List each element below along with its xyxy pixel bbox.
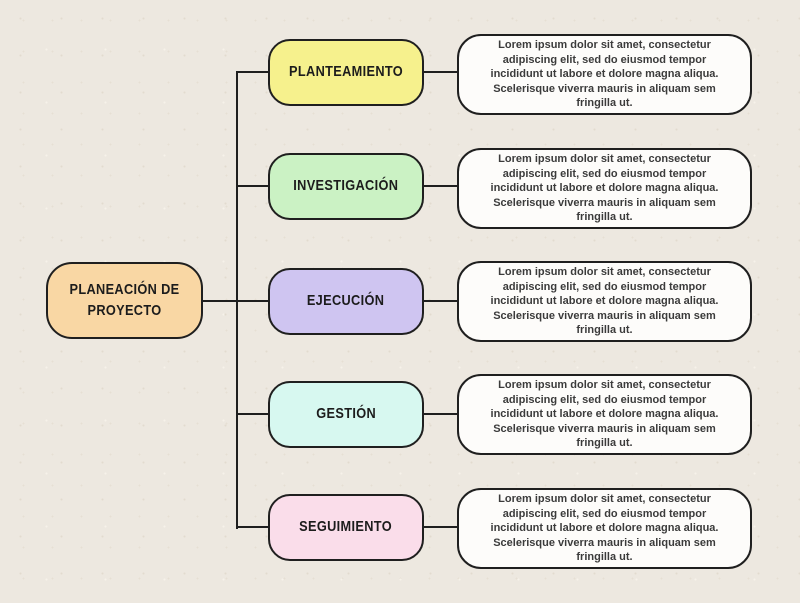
branch-node-ejecucion [268, 268, 424, 335]
description-box [457, 34, 752, 115]
connector-line [424, 526, 457, 528]
branch-node-label: GESTIÓN [316, 405, 376, 423]
connector-line [424, 185, 457, 187]
root-node-planeacion-de-proyecto [46, 262, 203, 339]
branch-node-label: SEGUIMIENTO [299, 518, 393, 536]
root-node-label: PLANEACIÓN DE PROYECTO [69, 281, 180, 319]
branch-node-gestion [268, 381, 424, 448]
description-box [457, 148, 752, 229]
connector-line [236, 185, 268, 187]
branch-node-investigacion [268, 153, 424, 220]
description-text: Lorem ipsum dolor sit amet, consectetur adipiscing elit, sed do eiusmod tempor incididunt ut labore et dolore magna aliqua. Scelerisque viverra mauris in aliquam sem fringilla ut. [490, 266, 719, 337]
branch-node-seguimiento [268, 494, 424, 561]
branch-node-label: INVESTIGACIÓN [293, 177, 399, 195]
connector-line [424, 300, 457, 302]
branch-node-label: EJECUCIÓN [307, 292, 385, 310]
connector-root-line [203, 300, 268, 302]
branch-node-planteamiento [268, 39, 424, 106]
description-box [457, 488, 752, 569]
connector-line [236, 413, 268, 415]
description-text: Lorem ipsum dolor sit amet, consectetur adipiscing elit, sed do eiusmod tempor incididunt ut labore et dolore magna aliqua. Scelerisque viverra mauris in aliquam sem fringilla ut. [490, 153, 719, 224]
connector-line [424, 413, 457, 415]
description-text: Lorem ipsum dolor sit amet, consectetur adipiscing elit, sed do eiusmod tempor incididunt ut labore et dolore magna aliqua. Scelerisque viverra mauris in aliquam sem fringilla ut. [490, 39, 719, 110]
description-box [457, 261, 752, 342]
connector-line [236, 71, 268, 73]
connector-line [424, 71, 457, 73]
connector-line [236, 526, 268, 528]
branch-node-label: PLANTEAMIENTO [289, 63, 403, 81]
description-text: Lorem ipsum dolor sit amet, consectetur adipiscing elit, sed do eiusmod tempor incididunt ut labore et dolore magna aliqua. Scelerisque viverra mauris in aliquam sem fringilla ut. [490, 379, 719, 450]
description-box [457, 374, 752, 455]
description-text: Lorem ipsum dolor sit amet, consectetur adipiscing elit, sed do eiusmod tempor incididunt ut labore et dolore magna aliqua. Scelerisque viverra mauris in aliquam sem fringilla ut. [490, 493, 719, 564]
